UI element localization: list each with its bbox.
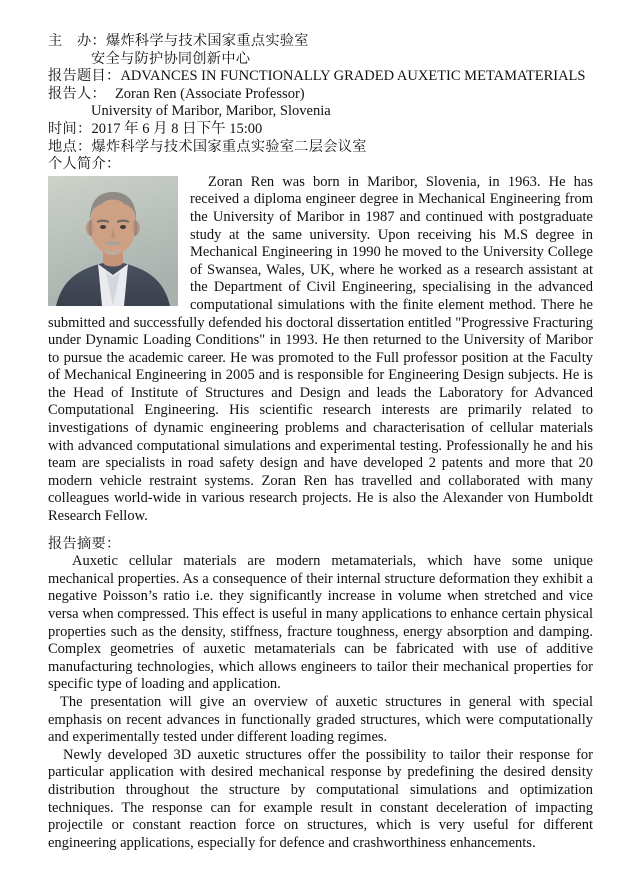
host-label: 主 办： (48, 33, 106, 49)
abstract-paragraph-2: The presentation will give an overview of auxetic structures in general with special emphasis on recent advances in functionally graded structures, which were computationally and experimentally tested under different loading regimes. (48, 693, 593, 746)
bio-heading: 个人简介： (48, 156, 121, 173)
abstract-paragraph-1: Auxetic cellular materials are modern metamaterials, which have some unique mechanical properties. As a consequence of their internal structure deformation they exhibit a negative Poisson’s ratio i.e. they significantly increase in volume when stretched and vice versa when compressed. This effect is useful in many applications to enhance certain physical properties such as the density, stiffness, fracture toughness, energy absorption and damping. Complex geometries of auxetic metamaterials can be fabricated with use of additive manufacturing technologies, which allows engineers to tailor their mechanical properties for specific type of loading and application. (48, 553, 593, 693)
title-line (48, 68, 593, 86)
host-line-2 (48, 51, 593, 69)
bio-paragraph: Zoran Ren was born in Maribor, Slovenia, in 1963. He has received a diploma engineer degree in Mechanical Engineering from the University of Maribor in 1987 and continued with postgraduate study at the same university. Upon receiving his M.S degree in Mechanical Engineering in 1990 he moved to the University College of Swansea, Wales, UK, where he worked as a research assistant at the Department of Civil Engineering, specialising in the advanced computational simulations with the finite element method. There he submitted and successfully defended his doctoral dissertation entitled "Progressive Fracturing under Dynamic Loading Conditions" in 1993. He then returned to the University of Maribor to pursue the academic career. He was promoted to the Full professor position at the Faculty of Mechanical Engineering in 2005 and is responsible for Engineering Design subjects. He is the Head of Institute of Structures and Design and leads the Laboratory for Advanced Computational Engineering. His scientific research interests are primarily related to investigations of dynamic engineering problems and characterisation of cellular materials with advanced computational simulations and experimental testing. Professionally he and his team are specialists in road safety design and have developed 2 patents and more that 20 modern vehicle restraint systems. Zoran Ren has travelled and collaborated with many colleagues world-wide in various research projects. He is also the Alexander von Humboldt Research Fellow. (48, 173, 593, 525)
venue-line (48, 139, 593, 157)
venue-label: 地点： (48, 138, 92, 155)
speaker-portrait-photo (48, 176, 178, 306)
host-value-line2: 安全与防护协同创新中心 (91, 50, 251, 67)
abstract-paragraph-3: Newly developed 3D auxetic structures offer the possibility to tailor their response for particular application with desired mechanical response by predefining the desired density distribution throughout the structure by computational simulations and optimization techniques. The response can for example result in constant deceleration of impacting projectile or constant reaction force on structures, which is very useful for different engineering applications, especially for defence and crashworthiness enhancements. (48, 746, 593, 851)
portrait-illustration (48, 176, 178, 306)
host-line-1 (48, 33, 593, 51)
abstract-section (48, 536, 593, 853)
time-label: 时间： (48, 120, 92, 137)
venue-value: 爆炸科学与技术国家重点实验室二层会议室 (91, 138, 367, 155)
speaker-affiliation-line (48, 103, 593, 121)
speaker-name: Zoran Ren (Associate Professor) (114, 85, 305, 102)
time-line (48, 121, 593, 139)
title-label: 报告题目： (48, 68, 121, 85)
speaker-affiliation: University of Maribor, Maribor, Slovenia (91, 103, 331, 120)
speaker-line (48, 86, 593, 104)
header-block (48, 33, 593, 156)
bio-section (48, 156, 593, 525)
host-value-line1: 爆炸科学与技术国家重点实验室 (105, 33, 309, 49)
abstract-heading: 报告摘要： (48, 535, 121, 552)
talk-title: ADVANCES IN FUNCTIONALLY GRADED AUXETIC METAMATERIALS (120, 68, 586, 85)
speaker-label: 报告人： (48, 85, 106, 102)
bio-body (48, 174, 593, 526)
time-value: 2017 年 6 月 8 日下午 15:00 (91, 120, 263, 137)
